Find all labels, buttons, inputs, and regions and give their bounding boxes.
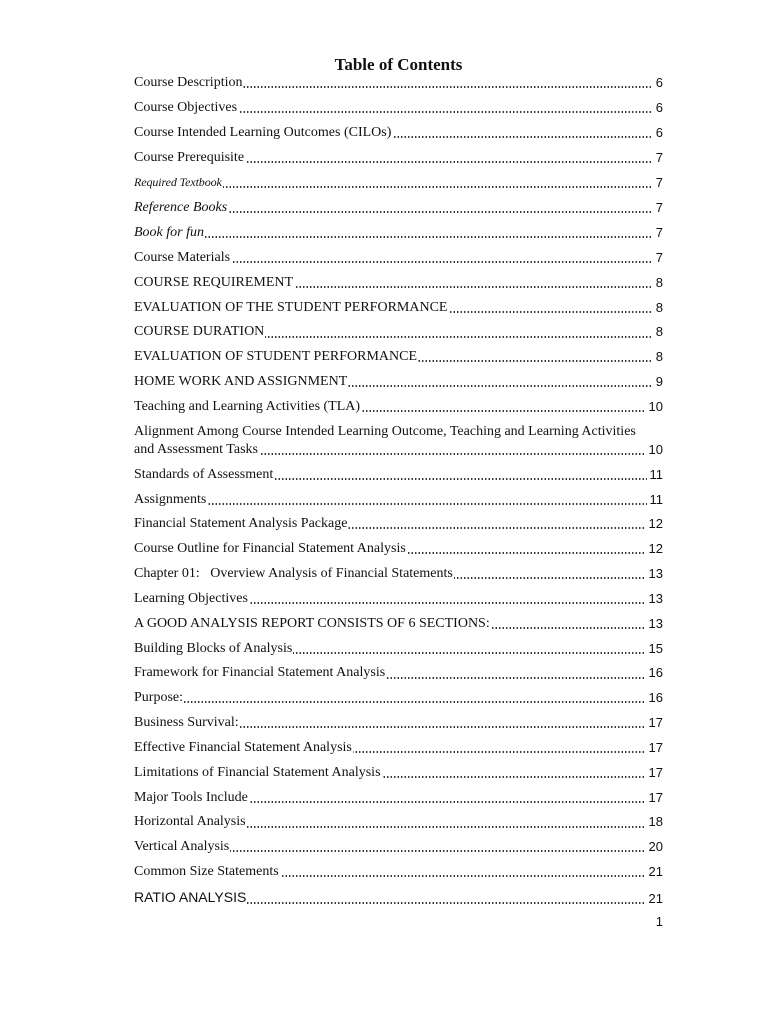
toc-entry-title: Book for fun <box>134 225 204 241</box>
toc-entry-title: RATIO ANALYSIS <box>134 889 247 905</box>
toc-entry-title: Effective Financial Statement Analysis <box>134 739 352 755</box>
toc-entry-home-work-and-assignment[interactable] <box>134 373 663 391</box>
toc-entry-title: Business Survival: <box>134 715 239 731</box>
toc-entry-course-intended-learning-outcomes[interactable] <box>134 124 663 142</box>
toc-entry-title: A GOOD ANALYSIS REPORT CONSISTS OF 6 SECTIONS: <box>134 615 490 631</box>
toc-entry-title: Chapter 01: Overview Analysis of Financial Statements <box>134 566 453 582</box>
toc-entry-business-survival[interactable] <box>134 714 663 732</box>
toc-entry-title: Course Materials <box>134 249 231 265</box>
toc-entry-title: Teaching and Learning Activities (TLA) <box>134 398 361 414</box>
toc-entry-title: Standards of Assessment <box>134 466 274 482</box>
toc-entry-page-number: 21 <box>646 863 663 881</box>
toc-entry-course-objectives[interactable] <box>134 99 663 117</box>
toc-entry-page-number: 11 <box>647 491 664 509</box>
toc-entry-evaluation-of-student-performance[interactable] <box>134 348 663 366</box>
toc-entry-title: Assignments <box>134 491 207 507</box>
table-of-contents <box>134 56 663 915</box>
toc-entry-page-number: 9 <box>653 373 663 391</box>
toc-entry-page-number: 8 <box>653 274 663 292</box>
toc-entry-title: Alignment Among Course Intended Learning Outcome, Teaching and Learning Activities and Assessment Tasks <box>134 423 640 457</box>
toc-entry-page-number: 17 <box>646 789 663 807</box>
toc-entry-page-number: 10 <box>646 441 663 459</box>
toc-entry-title: Financial Statement Analysis Package <box>134 516 348 532</box>
toc-entry-teaching-and-learning-activities[interactable] <box>134 398 663 416</box>
toc-entry-building-blocks-of-analysis[interactable] <box>134 640 663 658</box>
toc-entry-title: Horizontal Analysis <box>134 814 246 830</box>
toc-entry-title: Framework for Financial Statement Analysis <box>134 665 386 681</box>
toc-entry-title: Reference Books <box>134 200 228 216</box>
toc-entry-title: Vertical Analysis <box>134 839 230 855</box>
toc-entry-good-analysis-report-sections[interactable] <box>134 615 663 633</box>
toc-entry-title: Learning Objectives <box>134 590 248 606</box>
toc-entry-page-number: 7 <box>653 249 663 267</box>
toc-entry-course-prerequisite[interactable] <box>134 149 663 167</box>
toc-entry-title: Required Textbook <box>134 175 222 190</box>
toc-entry-ratio-analysis[interactable] <box>134 888 663 908</box>
page-number: 1 <box>655 914 663 929</box>
toc-entry-page-number: 16 <box>646 689 663 707</box>
toc-entry-title: COURSE DURATION <box>134 324 265 340</box>
toc-entry-reference-books[interactable] <box>134 199 663 217</box>
toc-entry-purpose[interactable] <box>134 689 663 707</box>
toc-entry-vertical-analysis[interactable] <box>134 838 663 856</box>
toc-entry-page-number: 7 <box>653 174 663 192</box>
toc-entry-title: Course Description <box>134 75 243 90</box>
toc-entry-assignments[interactable] <box>134 491 663 509</box>
toc-entry-page-number: 17 <box>646 764 663 782</box>
toc-entry-major-tools-include[interactable] <box>134 789 663 807</box>
toc-entry-page-number: 13 <box>646 565 663 583</box>
toc-entry-title: Common Size Statements <box>134 864 279 880</box>
toc-entry-title: Purpose: <box>134 690 183 706</box>
toc-entry-title: HOME WORK AND ASSIGNMENT <box>134 374 348 390</box>
toc-entry-page-number: 13 <box>646 615 663 633</box>
toc-entry-page-number: 7 <box>653 149 663 167</box>
toc-entry-chapter-01-overview[interactable] <box>134 565 663 583</box>
toc-entry-effective-analysis[interactable] <box>134 739 663 757</box>
toc-entry-page-number: 7 <box>653 224 663 242</box>
toc-entry-financial-statement-analysis-package[interactable] <box>134 515 663 533</box>
toc-entry-required-textbook[interactable] <box>134 173 663 192</box>
toc-entry-evaluation-of-the-student-performance[interactable] <box>134 299 663 317</box>
toc-entry-page-number: 8 <box>653 323 663 341</box>
toc-entry-page-number: 7 <box>653 199 663 217</box>
toc-entry-limitations-of-analysis[interactable] <box>134 764 663 782</box>
toc-entry-course-materials[interactable] <box>134 249 663 267</box>
toc-entry-page-number: 17 <box>646 739 663 757</box>
toc-entry-learning-objectives[interactable] <box>134 590 663 608</box>
toc-entry-page-number: 12 <box>646 515 663 533</box>
toc-heading: Table of Contents <box>334 55 463 74</box>
toc-entry-page-number: 16 <box>646 664 663 682</box>
toc-entry-title: Course Objectives <box>134 99 238 115</box>
toc-entry-standards-of-assessment[interactable] <box>134 466 663 484</box>
toc-entry-course-duration[interactable] <box>134 323 663 341</box>
toc-entry-page-number: 12 <box>646 540 663 558</box>
toc-entry-course-outline[interactable] <box>134 540 663 558</box>
toc-entry-alignment-among-outcomes-activities-tasks[interactable] <box>134 423 663 459</box>
toc-entry-framework-for-analysis[interactable] <box>134 664 663 682</box>
toc-entry-course-description[interactable] <box>134 74 663 92</box>
toc-entry-page-number: 6 <box>653 99 663 117</box>
toc-entry-page-number: 10 <box>646 398 663 416</box>
toc-entry-title: Course Intended Learning Outcomes (CILOs) <box>134 124 392 140</box>
toc-entry-page-number: 8 <box>653 348 663 366</box>
toc-entry-title: Limitations of Financial Statement Analysis <box>134 764 381 780</box>
toc-entry-title: Course Outline for Financial Statement Analysis <box>134 541 406 557</box>
toc-entry-title: EVALUATION OF STUDENT PERFORMANCE <box>134 349 418 365</box>
toc-entry-page-number: 11 <box>647 466 664 484</box>
toc-entry-page-number: 8 <box>653 299 663 317</box>
toc-entry-title: COURSE REQUIREMENT <box>134 274 294 290</box>
toc-entry-page-number: 6 <box>653 124 663 142</box>
toc-entry-page-number: 15 <box>646 640 663 658</box>
toc-entry-common-size-statements[interactable] <box>134 863 663 881</box>
toc-entry-page-number: 18 <box>646 813 663 831</box>
toc-entry-horizontal-analysis[interactable] <box>134 813 663 831</box>
toc-entry-title: Major Tools Include <box>134 789 248 805</box>
toc-entry-title: EVALUATION OF THE STUDENT PERFORMANCE <box>134 299 448 315</box>
toc-entry-page-number: 13 <box>646 590 663 608</box>
toc-entry-page-number: 6 <box>653 74 663 92</box>
toc-entry-course-requirement[interactable] <box>134 274 663 292</box>
toc-entry-title: Building Blocks of Analysis <box>134 640 293 656</box>
toc-entry-page-number: 20 <box>646 838 663 856</box>
toc-entry-page-number: 21 <box>646 890 663 908</box>
toc-entry-book-for-fun[interactable] <box>134 224 663 242</box>
toc-entry-title: Course Prerequisite <box>134 149 245 165</box>
toc-entry-page-number: 17 <box>646 714 663 732</box>
